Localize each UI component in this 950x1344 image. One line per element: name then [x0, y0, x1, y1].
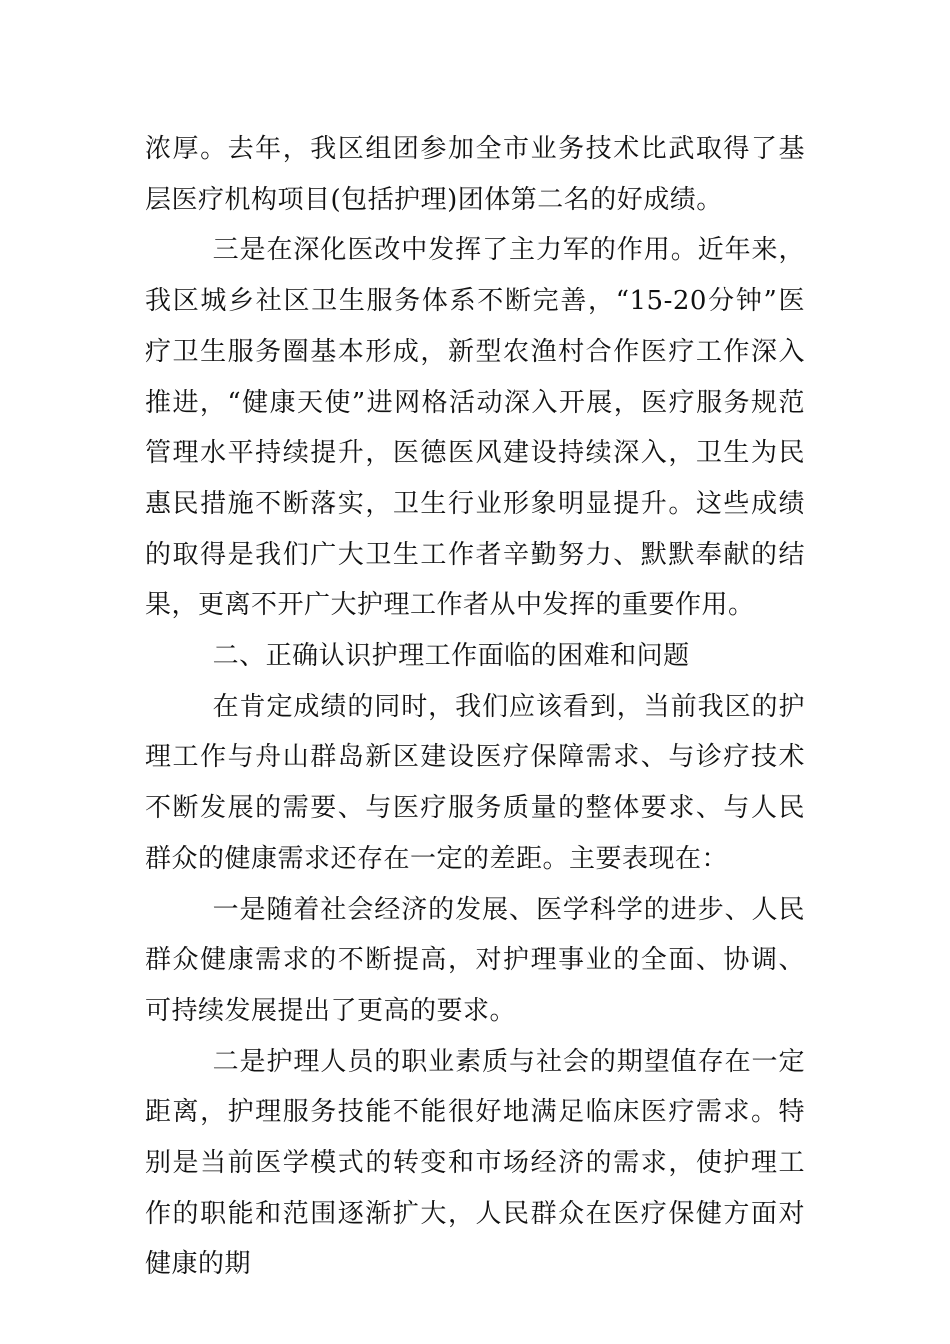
- paragraph-continuation: 浓厚。去年，我区组团参加全市业务技术比武取得了基层医疗机构项目(包括护理)团体第二名的好成绩。: [145, 134, 805, 215]
- paragraph-point-one: 一是随着社会经济的发展、医学科学的进步、人民群众健康需求的不断提高，对护理事业的全面、协调、可持续发展提出了更高的要求。: [145, 894, 805, 1026]
- section-heading-problems: 二、正确认识护理工作面临的困难和问题: [212, 641, 690, 672]
- paragraph-reform-role: 三是在深化医改中发挥了主力军的作用。近年来，我区城乡社区卫生服务体系不断完善，“15-20分钟”医疗卫生服务圈基本形成，新型农渔村合作医疗工作深入推进，“健康天使”进网格活动深入开展，医疗服务规范管理水平持续提升，医德医风建设持续深入，卫生为民惠民措施不断落实，卫生行业形象明显提升。这些成绩的取得是我们广大卫生工作者辛勤努力、默默奉献的结果，更离不开广大护理工作者从中发挥的重要作用。: [145, 235, 805, 621]
- document-body: [145, 124, 805, 1290]
- paragraph-point-two: 二是护理人员的职业素质与社会的期望值存在一定距离，护理服务技能不能很好地满足临床医疗需求。特别是当前医学模式的转变和市场经济的需求，使护理工作的职能和范围逐渐扩大，人民群众在医疗保健方面对健康的期: [145, 1046, 805, 1280]
- paragraph-gap-intro: 在肯定成绩的同时，我们应该看到，当前我区的护理工作与舟山群岛新区建设医疗保障需求、与诊疗技术不断发展的需要、与医疗服务质量的整体要求、与人民群众的健康需求还存在一定的差距。主要表现在：: [145, 691, 805, 874]
